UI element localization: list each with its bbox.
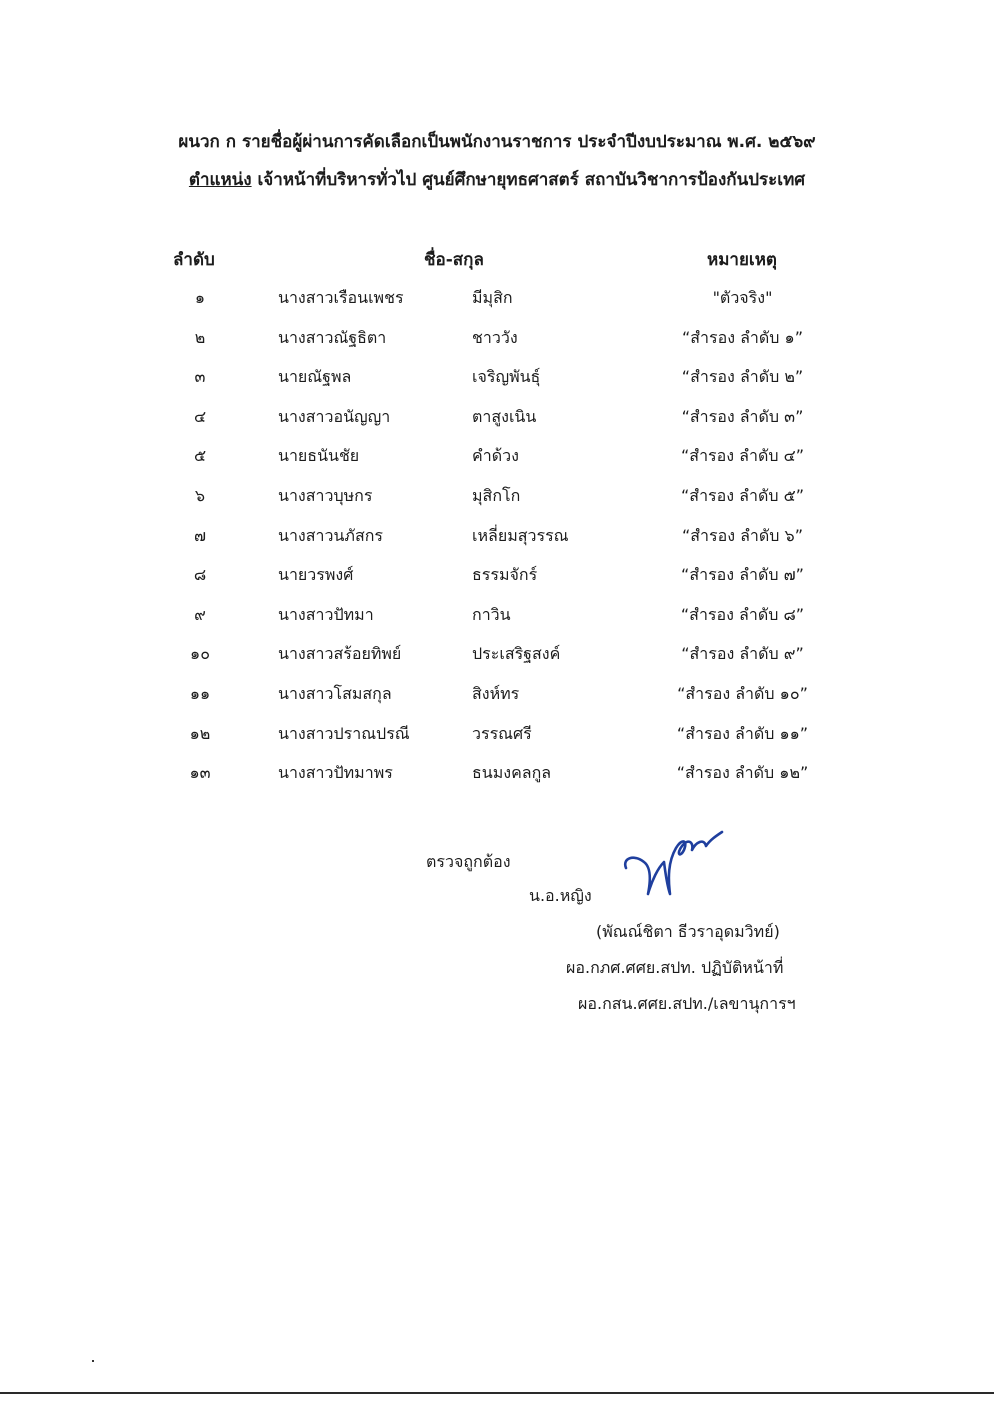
list-item [0,444,994,474]
first-name: นางสาวนภัสกร [278,525,383,545]
scan-edge-line [0,1392,994,1394]
remark: "ตัวจริง" [712,288,773,307]
remark: “สำรอง ลำดับ ๔” [681,446,804,466]
remark: “สำรอง ลำดับ ๑” [681,327,803,347]
last-name: กาวิน [472,604,511,624]
first-name: นางสาวอนัญญา [278,406,391,426]
first-name: นางสาวเรือนเพชร [278,288,404,307]
document-subtitle [0,166,994,193]
order-number: ๑๑ [189,684,211,703]
first-name: นายวรพงศ์ [278,565,354,585]
list-item [0,524,994,554]
order-number: ๗ [193,525,207,545]
remark: “สำรอง ลำดับ ๒” [681,367,804,387]
last-name: สิงห์ทร [472,684,520,703]
last-name: เหลี่ยมสุวรรณ [472,525,569,545]
list-item [0,722,994,752]
order-number: ๑ [194,288,206,307]
last-name: ตาสูงเนิน [472,406,537,426]
list-item [0,286,994,316]
first-name: นางสาวสร้อยทิพย์ [278,644,402,664]
list-item [0,365,994,395]
order-number: ๖ [194,486,206,505]
last-name: ประเสริฐสงค์ [472,644,561,664]
first-name: นางสาวปราณปรณี [278,723,410,743]
signature-mark [618,828,728,900]
remark: “สำรอง ลำดับ ๘” [680,604,805,624]
remark: “สำรอง ลำดับ ๗” [681,565,804,585]
signer-rank: น.อ.หญิง [529,886,592,905]
order-number: ๘ [193,565,207,585]
remark: “สำรอง ลำดับ ๙” [681,644,804,664]
position-text: เจ้าหน้าที่บริหารทั่วไป ศูนย์ศึกษายุทธศาสตร์ สถาบันวิชาการป้องกันประเทศ [251,170,806,190]
header-order: ลำดับ [173,250,215,270]
list-item [0,405,994,435]
remark: “สำรอง ลำดับ ๑๑” [676,723,809,743]
remark: “สำรอง ลำดับ ๖” [681,525,803,545]
first-name: นางสาวบุษกร [278,486,373,505]
last-name: ธรรมจักร์ [472,565,538,585]
order-number: ๑๒ [189,723,211,743]
first-name: นางสาวณัฐธิตา [278,327,387,347]
remark: “สำรอง ลำดับ ๓” [681,406,804,426]
order-number: ๔ [193,406,207,426]
list-item [0,484,994,514]
header-remark: หมายเหตุ [707,250,777,270]
last-name: ธนมงคลกูล [472,763,552,783]
list-item [0,603,994,633]
first-name: นางสาวโสมสกุล [278,684,392,703]
order-number: ๙ [194,604,206,624]
scan-speck [92,1360,94,1362]
order-number: ๓ [194,367,206,387]
last-name: เจริญพันธุ์ [472,367,541,387]
list-item [0,563,994,593]
list-item [0,761,994,791]
last-name: คำด้วง [472,446,519,466]
remark: “สำรอง ลำดับ ๑๐” [677,684,808,703]
list-item [0,326,994,356]
first-name: นางสาวปัทมาพร [278,763,393,783]
remark: “สำรอง ลำดับ ๑๒” [676,763,809,783]
document-title: ผนวก ก รายชื่อผู้ผ่านการคัดเลือกเป็นพนักงานราชการ ประจำปีงบประมาณ พ.ศ. ๒๕๖๙ [178,132,816,152]
order-number: ๑๓ [189,763,211,783]
first-name: นายณัฐพล [278,367,352,387]
order-number: ๑๐ [190,644,210,664]
list-item [0,642,994,672]
order-number: ๕ [193,446,207,466]
remark: “สำรอง ลำดับ ๕” [681,486,804,505]
first-name: นางสาวปัทมา [278,604,374,624]
first-name: นายธนันชัย [278,446,360,466]
signer-position-1: ผอ.กภศ.ศศย.สปท. ปฏิบัติหน้าที่ [566,958,784,977]
last-name: มุสิกโก [472,486,521,505]
verified-label: ตรวจถูกต้อง [426,852,511,871]
list-item [0,682,994,712]
position-label: ตำแหน่ง [188,170,252,190]
signer-position-2: ผอ.กสน.ศศย.สปท./เลขานุการฯ [578,994,796,1013]
signer-name: (พัณณ์ชิตา ธีวราอุดมวิทย์) [596,922,780,941]
last-name: มีมุสิก [472,288,513,307]
last-name: ชาววัง [472,327,518,347]
last-name: วรรณศรี [472,723,532,743]
header-name: ชื่อ-สกุล [424,250,484,270]
order-number: ๒ [194,327,206,347]
